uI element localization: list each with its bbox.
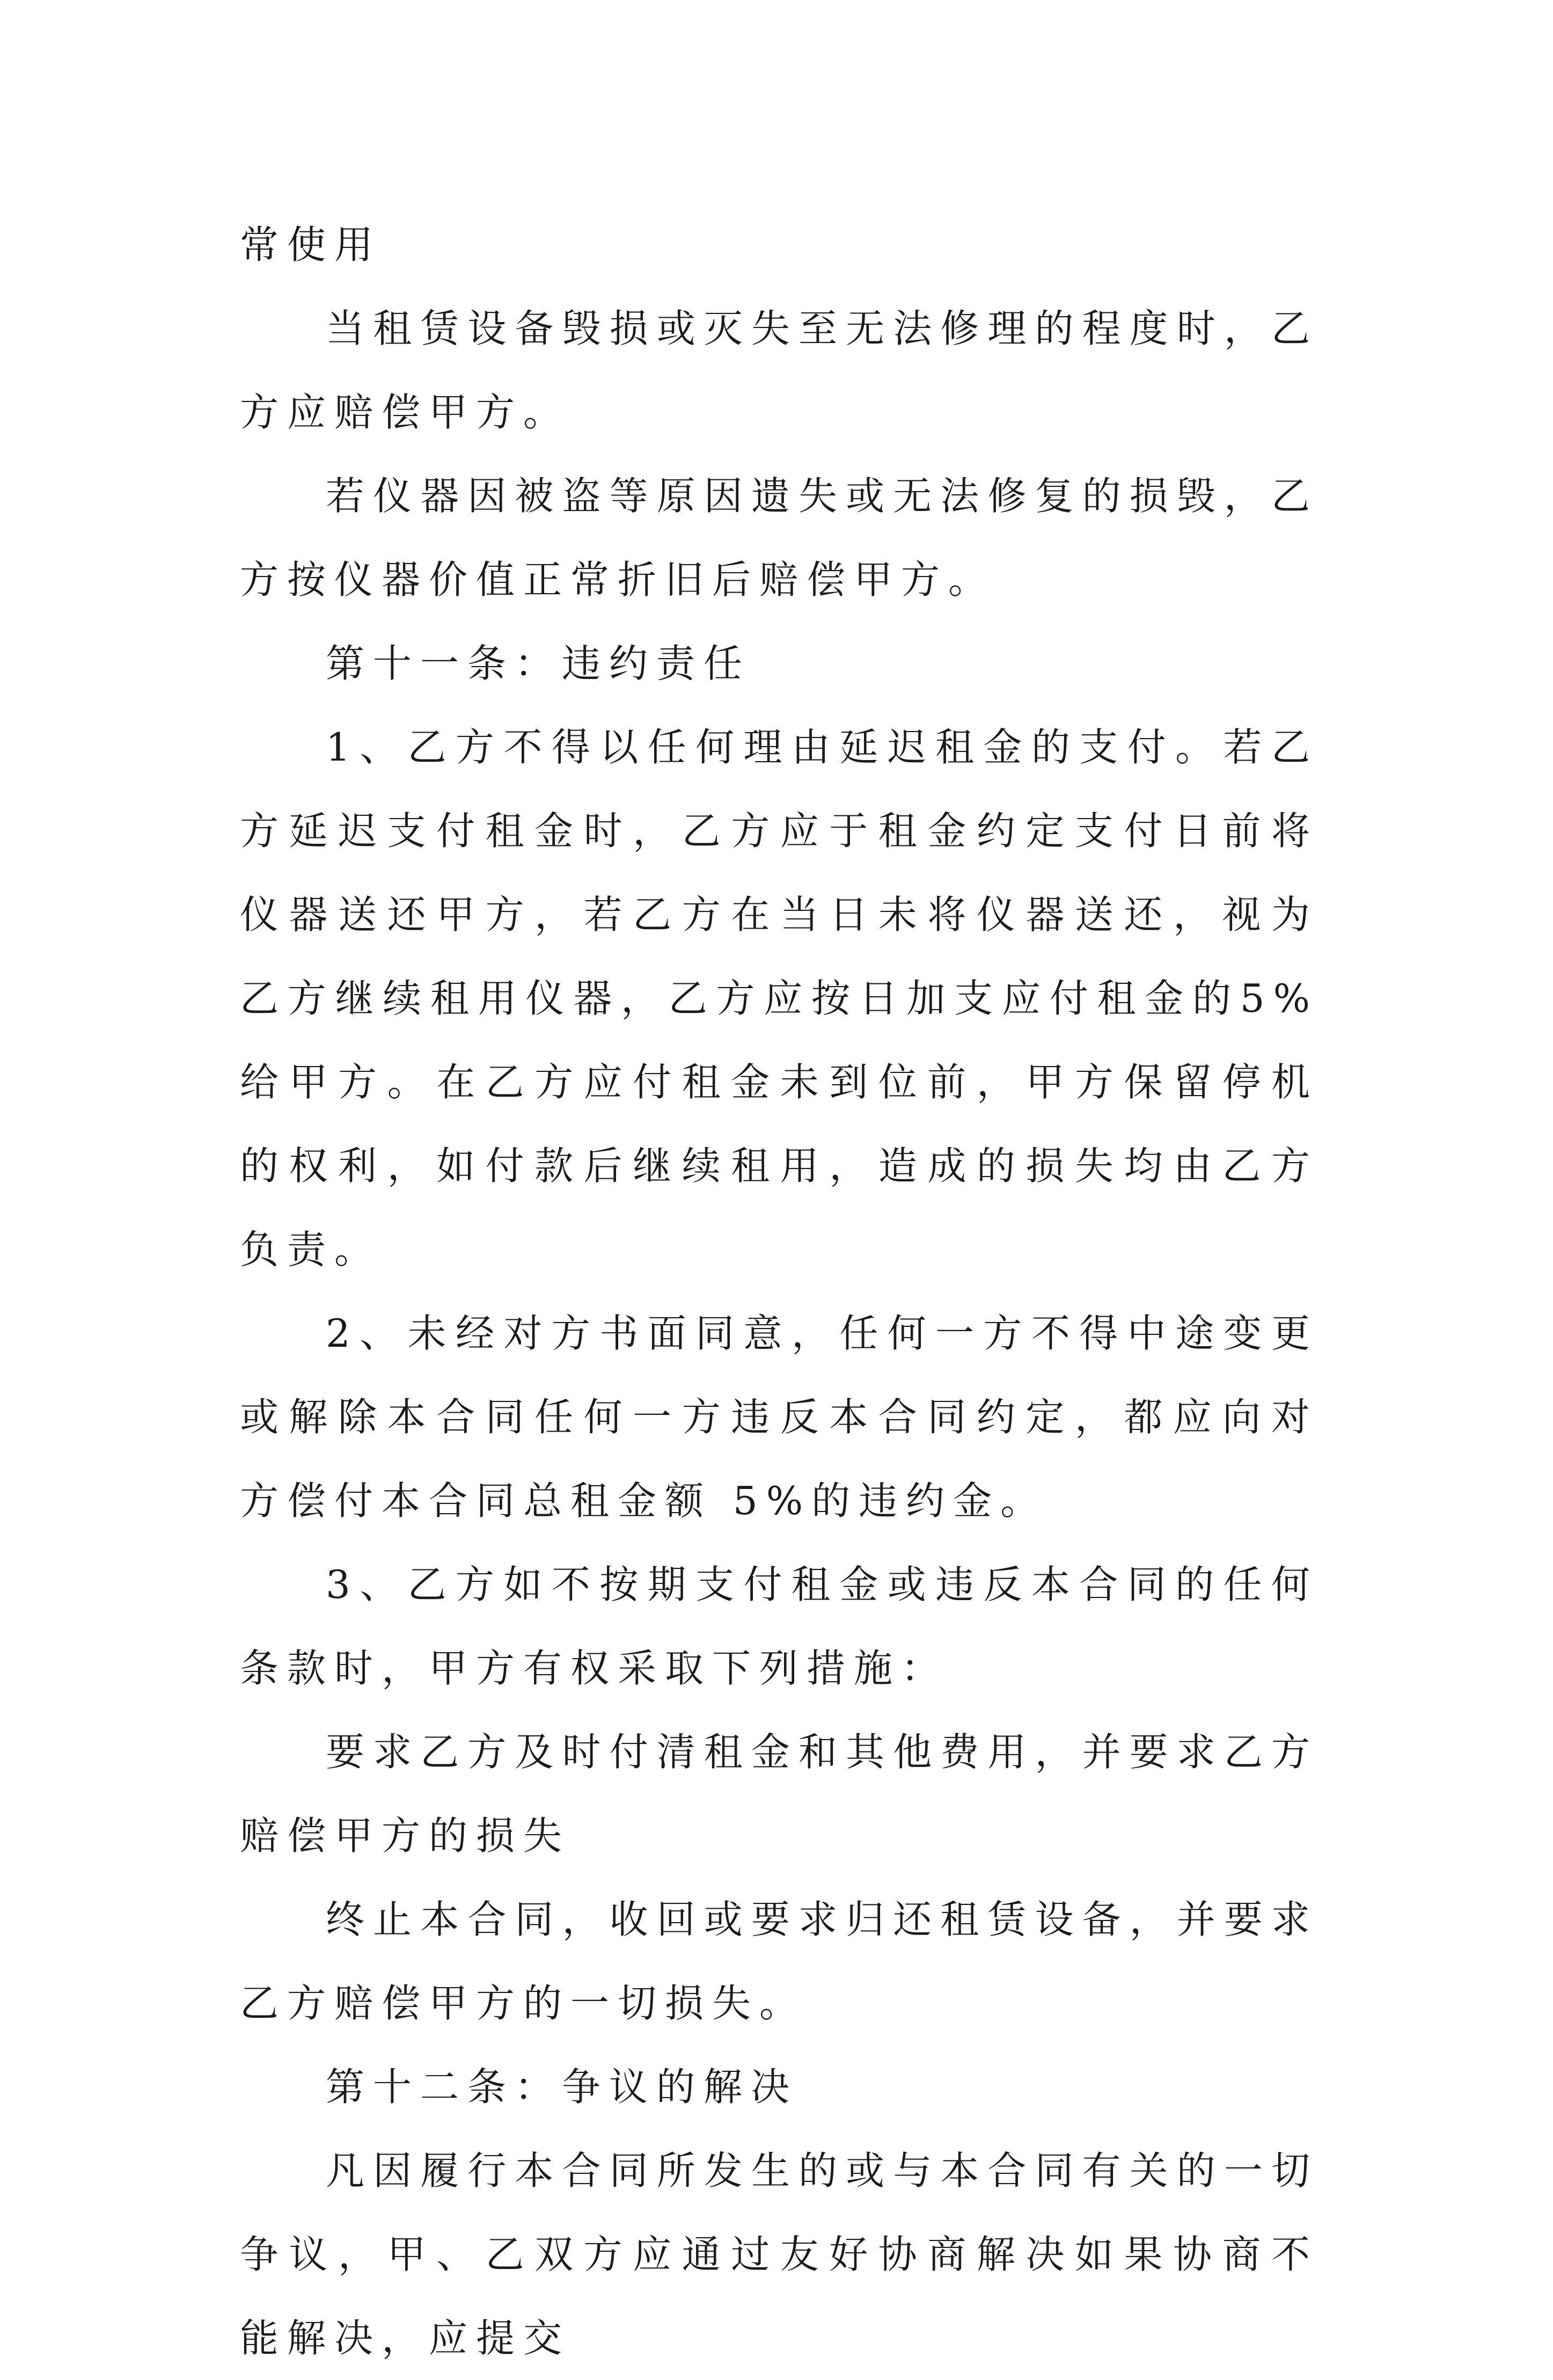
measure-terminate-contract: 终止本合同，收回或要求归还租赁设备，并要求乙方赔偿甲方的一切损失。 <box>240 1897 1318 2026</box>
paragraph-continuation: 常使用 <box>240 222 382 267</box>
article-11-clause-1: 1、乙方不得以任何理由延迟租金的支付。若乙方延迟支付租金时，乙方应于租金约定支付日前将仪器送还甲方，若乙方在当日未将仪器送还，视为乙方继续租用仪器，乙方应按日加支应付租金的5%给甲方。在乙方应付租金未到位前，甲方保留停机的权利，如付款后继续租用，造成的损失均由乙方负责。 <box>240 725 1318 1272</box>
article-11-heading: 第十一条：违约责任 <box>326 641 751 686</box>
paragraph-theft-loss: 若仪器因被盗等原因遗失或无法修复的损毁，乙方按仪器价值正常折旧后赔偿甲方。 <box>240 473 1318 602</box>
article-12-heading: 第十二条：争议的解决 <box>326 2064 799 2109</box>
document-page <box>240 203 1318 2380</box>
article-11-clause-2: 2、未经对方书面同意，任何一方不得中途变更或解除本合同任何一方违反本合同约定，都应向对方偿付本合同总租金额 5%的违约金。 <box>240 1311 1318 1523</box>
article-12-body: 凡因履行本合同所发生的或与本合同有关的一切争议，甲、乙双方应通过友好协商解决如果协商不能解决，应提交 <box>240 2148 1318 2361</box>
article-11-clause-3: 3、乙方如不按期支付租金或违反本合同的任何条款时，甲方有权采取下列措施： <box>240 1562 1318 1691</box>
paragraph-damage-compensation: 当租赁设备毁损或灭失至无法修理的程度时，乙方应赔偿甲方。 <box>240 306 1318 435</box>
measure-demand-payment: 要求乙方及时付清租金和其他费用，并要求乙方赔偿甲方的损失 <box>240 1729 1318 1858</box>
